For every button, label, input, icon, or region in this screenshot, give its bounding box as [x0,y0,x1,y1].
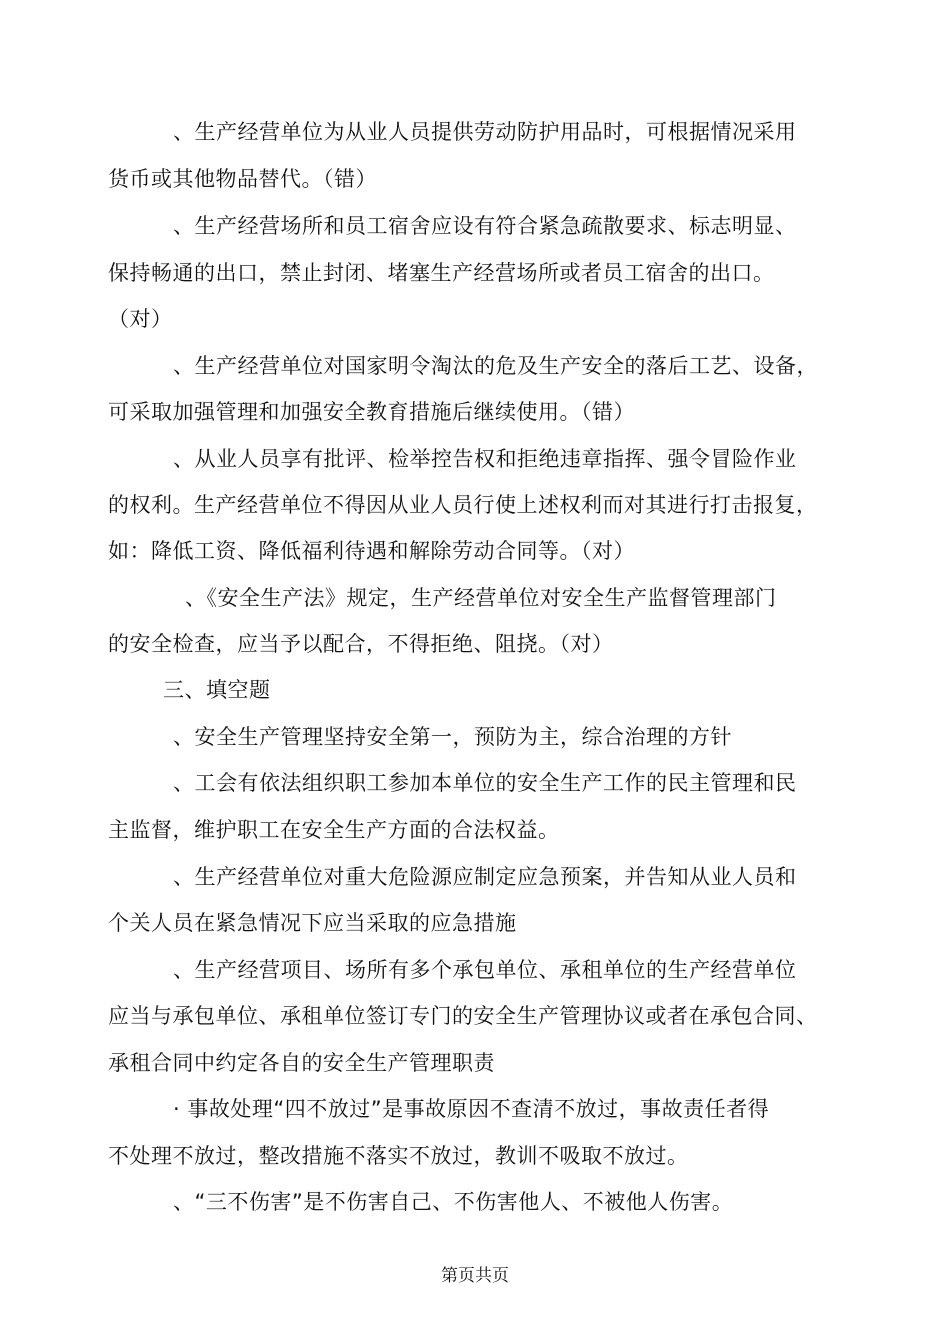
text-line: 保持畅通的出口，禁止封闭、堵塞生产经营场所或者员工宿舍的出口。 [108,261,775,285]
text-line: 个关人员在紧急情况下应当采取的应急措施 [108,911,517,935]
text-line: · 事故处理“四不放过”是事故原因不查清不放过，事故责任者得 [173,1097,770,1121]
text-line: 、生产经营单位对国家明令淘汰的危及生产安全的落后工艺、设备， [173,354,818,378]
text-line: 、《安全生产法》规定，生产经营单位对安全生产监督管理部门 [185,586,777,610]
text-line: 、生产经营单位对重大危险源应制定应急预案，并告知从业人员和 [173,865,797,889]
text-line: 货币或其他物品替代。（错） [108,167,377,191]
text-line: 的安全检查，应当予以配合，不得拒绝、阻挠。（对） [108,632,614,656]
text-line: 的权利。生产经营单位不得因从业人员行使上述权利而对其进行打击报复， [108,493,818,517]
text-line: 、工会有依法组织职工参加本单位的安全生产工作的民主管理和民 [173,771,797,795]
text-line: 、“三不伤害”是不伤害自己、不伤害他人、不被他人伤害。 [173,1190,734,1214]
page-footer: 第页共页 [441,1266,509,1286]
text-line: 、生产经营单位为从业人员提供劳动防护用品时，可根据情况采用 [173,120,797,144]
text-line: 可采取加强管理和加强安全教育措施后继续使用。（错） [108,400,635,424]
text-line: 承租合同中约定各自的安全生产管理职责 [108,1051,495,1075]
text-line: 应当与承包单位、承租单位签订专门的安全生产管理协议或者在承包合同、 [108,1004,818,1028]
text-line: 、从业人员享有批评、检举控告权和拒绝违章指挥、强令冒险作业 [173,447,797,471]
text-line: （对） [108,307,173,331]
text-line: 、生产经营项目、场所有多个承包单位、承租单位的生产经营单位 [173,958,797,982]
section-heading: 三、填空题 [163,678,271,702]
text-line: 、生产经营场所和员工宿舍应设有符合紧急疏散要求、标志明显、 [173,214,797,238]
text-line: 、安全生产管理坚持安全第一，预防为主，综合治理的方针 [173,725,732,749]
text-line: 如：降低工资、降低福利待遇和解除劳动合同等。（对） [108,539,635,563]
text-line: 主监督，维护职工在安全生产方面的合法权益。 [108,818,560,842]
text-line: 不处理不放过，整改措施不落实不放过，教训不吸取不放过。 [108,1144,689,1168]
